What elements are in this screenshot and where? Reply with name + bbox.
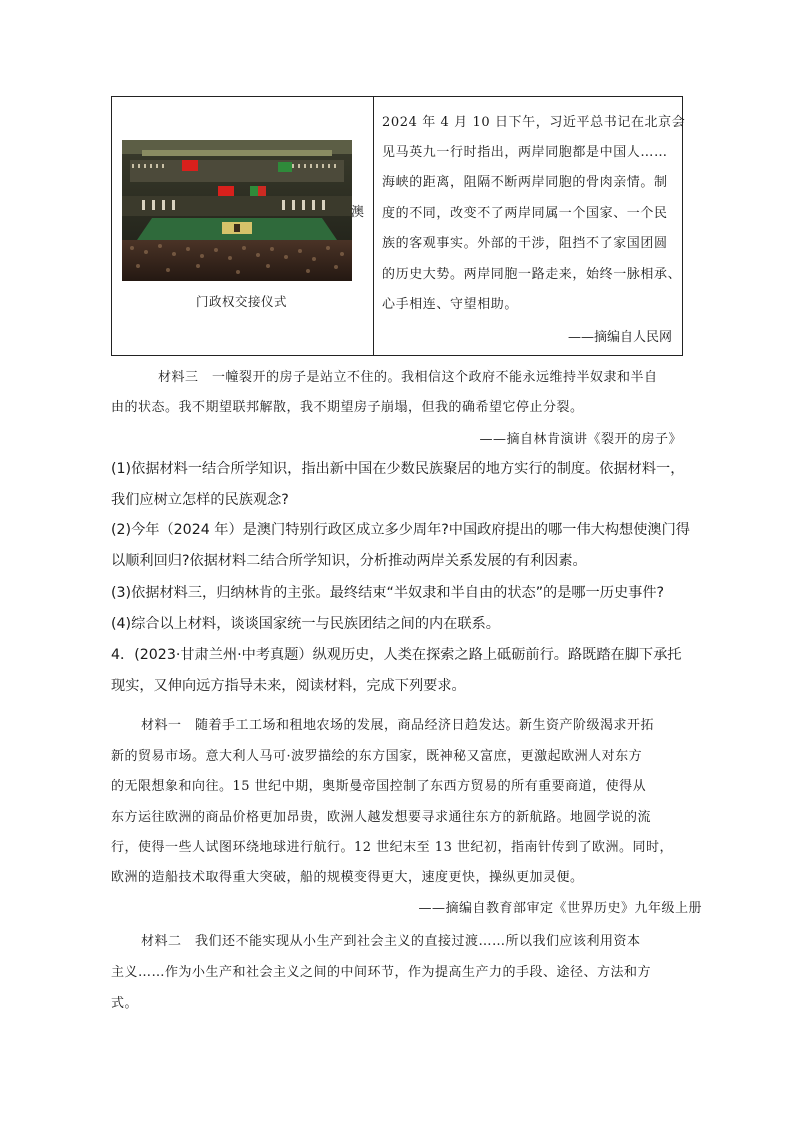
- material-one-line: 欧洲的造船技术取得重大突破，船的规模变得更大，速度更快，操纵更加灵便。: [111, 870, 584, 885]
- material-three-source: ——摘自林肯演讲《裂开的房子》: [479, 432, 682, 447]
- question-4: (4)综合以上材料，谈谈国家统一与民族团结之间的内在联系。: [111, 616, 500, 632]
- problem-4-line-1: 4．(2023·甘肃兰州·中考真题）纵观历史，人类在探索之路上砥砺前行。路既踏在脚下承托: [111, 647, 682, 663]
- quote-source: ——摘编自人民网: [567, 330, 672, 345]
- quote-line: 见马英九一行时指出，两岸同胞都是中国人……: [382, 145, 668, 160]
- quote-line: 海峡的距离，阻隔不断两岸同胞的骨肉亲情。制: [382, 175, 668, 190]
- macau-handover-ceremony-photo: [122, 140, 352, 281]
- question-1-line-1: (1)依据材料一结合所学知识，指出新中国在少数民族聚居的地方实行的制度。依据材料一，: [111, 461, 685, 477]
- material-two-line: 式。: [111, 996, 139, 1011]
- quote-line: 度的不同，改变不了两岸同属一个国家、一个民: [382, 206, 668, 221]
- question-2-line-2: 以顺利回归?依据材料二结合所学知识，分析推动两岸关系发展的有利因素。: [111, 553, 587, 569]
- material-one-line: 材料一 随着手工工场和租地农场的发展，商品经济日趋发达。新生资产阶级渴求开拓: [141, 718, 655, 733]
- quote-line: 心手相连、守望相助。: [382, 297, 519, 312]
- material-one-line: 行，使得一些人试图环绕地球进行航行。12 世纪末至 13 世纪初，指南针传到了欧洲。同时，: [111, 840, 673, 855]
- question-3: (3)依据材料三，归纳林肯的主张。最终结束“半奴隶和半自由的状态”的是哪一历史事件?: [111, 585, 665, 601]
- question-1-line-2: 我们应树立怎样的民族观念?: [111, 492, 289, 508]
- material-two-line: 材料二 我们还不能实现从小生产到社会主义的直接过渡……所以我们应该利用资本: [141, 934, 641, 949]
- material-one-source: ——摘编自教育部审定《世界历史》九年级上册: [418, 901, 702, 916]
- material-three-line-2: 由的状态。我不期望联邦解散，我不期望房子崩塌，但我的确希望它停止分裂。: [111, 400, 584, 415]
- material-one-line: 新的贸易市场。意大利人马可·波罗描绘的东方国家，既神秘又富庶，更激起欧洲人对东方: [111, 749, 643, 764]
- material-three-line-1: 材料三 一幢裂开的房子是站立不住的。我相信这个政府不能永远维持半奴隶和半自: [158, 370, 658, 385]
- table-divider: [373, 97, 374, 355]
- ceremony-image: [122, 140, 352, 281]
- photo-caption: 门政权交接仪式: [196, 294, 288, 309]
- material-one-line: 的无限想象和向往。15 世纪中期，奥斯曼帝国控制了东西方贸易的所有重要商道，使得从: [111, 779, 647, 794]
- caption-first-char: 澳: [351, 205, 365, 220]
- quote-line: 2024 年 4 月 10 日下午，习近平总书记在北京会: [382, 115, 686, 130]
- question-2-line-1: (2)今年（2024 年）是澳门特别行政区成立多少周年?中国政府提出的哪一伟大构想使澳门得: [111, 522, 690, 538]
- quote-line: 的历史大势。两岸同胞一路走来，始终一脉相承、: [382, 267, 682, 282]
- material-two-line: 主义……作为小生产和社会主义之间的中间环节，作为提高生产力的手段、途径、方法和方: [111, 965, 652, 980]
- problem-4-line-2: 现实，又伸向远方指导未来，阅读材料，完成下列要求。: [111, 678, 466, 694]
- material-one-line: 东方运往欧洲的商品价格更加昂贵，欧洲人越发想要寻求通往东方的新航路。地圆学说的流: [111, 810, 652, 825]
- quote-line: 族的客观事实。外部的干涉，阻挡不了家国团圆: [382, 236, 668, 251]
- material-two-table: [111, 96, 686, 356]
